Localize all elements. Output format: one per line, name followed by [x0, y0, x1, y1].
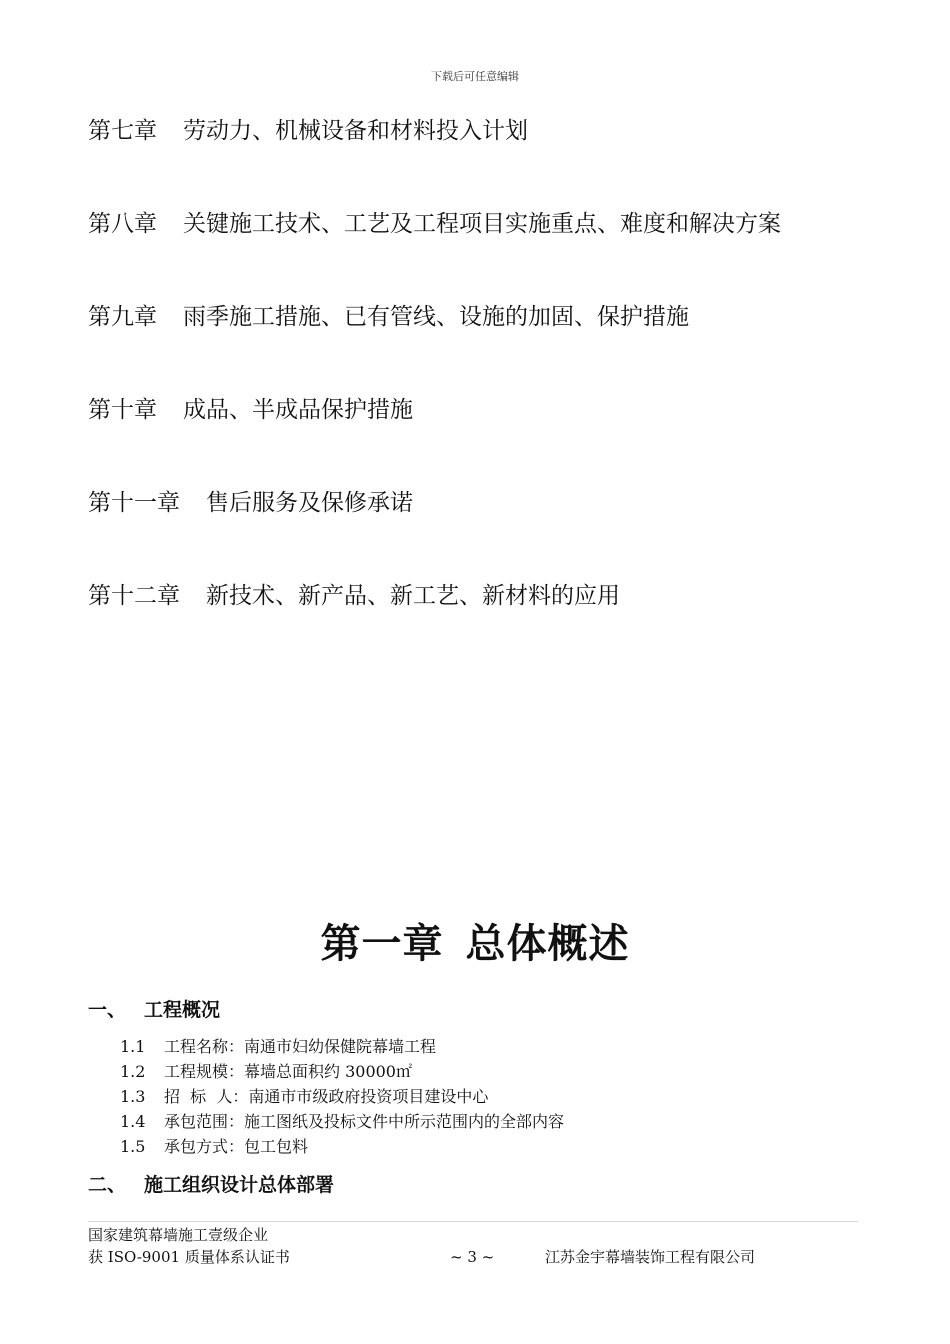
- list-item: [120, 1034, 564, 1059]
- table-of-contents: [88, 112, 888, 670]
- footer-line-1: 国家建筑幕墙施工壹级企业: [88, 1226, 269, 1244]
- item-text: 承包范围：施工图纸及投标文件中所示范围内的全部内容: [164, 1112, 565, 1131]
- item-number: 1.4: [120, 1112, 146, 1131]
- toc-chapter-title: 售后服务及保修承诺: [206, 490, 413, 516]
- item-number: 1.2: [120, 1062, 146, 1081]
- item-number: 1.5: [120, 1137, 146, 1156]
- toc-chapter-number: 第十一章: [88, 490, 180, 516]
- list-item: [120, 1084, 564, 1109]
- toc-chapter-title: 劳动力、机械设备和材料投入计划: [183, 118, 528, 144]
- toc-entry: [88, 577, 888, 670]
- toc-chapter-title: 成品、半成品保护措施: [183, 397, 413, 423]
- footer-company-name: 江苏金宇幕墙装饰工程有限公司: [545, 1248, 756, 1266]
- project-overview-list: [120, 1034, 564, 1159]
- toc-chapter-number: 第十章: [88, 397, 157, 423]
- section-number: 二、: [88, 1174, 127, 1196]
- section-heading: [88, 1170, 334, 1197]
- toc-chapter-title: 雨季施工措施、已有管线、设施的加固、保护措施: [183, 304, 689, 330]
- toc-chapter-title: 新技术、新产品、新工艺、新材料的应用: [206, 583, 620, 609]
- footer-qualifications: [88, 1224, 290, 1268]
- header-note: 下载后可任意编辑: [431, 70, 519, 83]
- item-number: 1.1: [120, 1037, 146, 1056]
- toc-chapter-number: 第七章: [88, 118, 157, 144]
- toc-entry: [88, 298, 888, 391]
- section-heading: [88, 995, 220, 1022]
- footer-divider: [88, 1221, 858, 1222]
- item-text: 承包方式：包工包料: [164, 1137, 309, 1156]
- section-title: 施工组织设计总体部署: [144, 1174, 335, 1196]
- toc-entry: [88, 205, 888, 298]
- item-number: 1.3: [120, 1087, 146, 1106]
- toc-chapter-number: 第八章: [88, 211, 157, 237]
- item-text: 工程规模：幕墙总面积约 30000㎡: [164, 1062, 412, 1081]
- toc-chapter-number: 第九章: [88, 304, 157, 330]
- section-number: 一、: [88, 999, 127, 1021]
- list-item: [120, 1134, 564, 1159]
- list-item: [120, 1109, 564, 1134]
- footer-line-2: 获 ISO-9001 质量体系认证书: [88, 1248, 290, 1266]
- toc-entry: [88, 391, 888, 484]
- chapter-number: 第一章: [320, 921, 444, 967]
- item-text: 招 标 人：南通市市级政府投资项目建设中心: [164, 1087, 489, 1106]
- page-number: ~ 3 ~: [450, 1248, 495, 1266]
- toc-entry: [88, 112, 888, 205]
- section-title: 工程概况: [144, 999, 221, 1021]
- item-text: 工程名称：南通市妇幼保健院幕墙工程: [164, 1037, 437, 1056]
- chapter-heading: [0, 912, 950, 969]
- toc-entry: [88, 484, 888, 577]
- toc-chapter-title: 关键施工技术、工艺及工程项目实施重点、难度和解决方案: [183, 211, 781, 237]
- list-item: [120, 1059, 564, 1084]
- chapter-title: 总体概述: [465, 921, 630, 967]
- toc-chapter-number: 第十二章: [88, 583, 180, 609]
